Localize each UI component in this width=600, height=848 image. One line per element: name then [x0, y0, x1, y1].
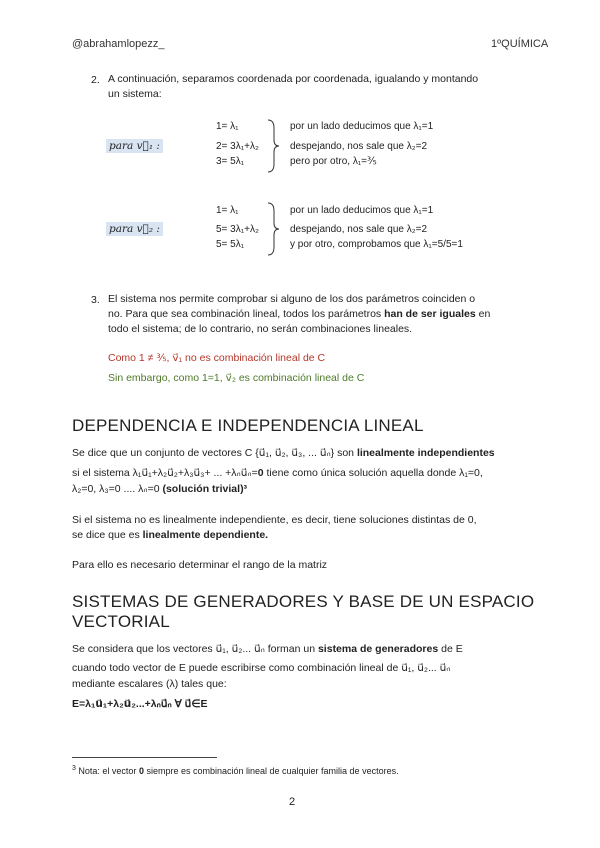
system2-eq3: 5= 5λ₁ [216, 239, 245, 250]
header-author: @abrahamlopezz_ [72, 38, 165, 50]
section1-p3: Para ello es necesario determinar el rango de la matriz [72, 559, 328, 571]
item2-line2: un sistema: [108, 88, 162, 100]
section2-p1-line1: Se considera que los vectores u⃗₁, u⃗₂... u⃗ₙ forman un sistema de generadores de E [72, 643, 463, 655]
list-number-3: 3. [91, 294, 100, 306]
system2-note2: despejando, nos sale que λ₂=2 [290, 224, 428, 235]
system1-note2: despejando, nos sale que λ₂=2 [290, 141, 428, 152]
system2-note1: por un lado deducimos que λ₁=1 [290, 205, 434, 216]
section2-p1-line3: mediante escalares (λ) tales que: [72, 678, 227, 690]
system2-brace [266, 201, 280, 257]
system1-label: para v⃗₁ : [106, 139, 163, 153]
section-heading-dependencia: DEPENDENCIA E INDEPENDENCIA LINEAL [72, 416, 424, 435]
system1-eq1: 1= λ₁ [216, 121, 239, 132]
system1-eq2: 2= 3λ₁+λ₂ [216, 141, 259, 152]
system1-brace [266, 118, 280, 174]
header-course: 1ºQUÍMICA [491, 38, 549, 50]
item3-line1: El sistema nos permite comprobar si alguno de los dos parámetros coinciden o [108, 293, 476, 305]
item2-line1: A continuación, separamos coordenada por coordenada, igualando y montando [108, 73, 479, 85]
system2-label: para v⃗₂ : [106, 222, 163, 236]
system1-eq3: 3= 5λ₁ [216, 156, 245, 167]
footnote: $^3$ Nota: el vector 0 siempre es combinación lineal de cualquier familia de vectores. [72, 765, 399, 776]
section-heading-generadores-l1: SISTEMAS DE GENERADORES Y BASE DE UN ESPACIO [72, 592, 535, 611]
conclusion-red: Como 1 ≠ ⅗, v⃗₁ no es combinación lineal de C [108, 352, 326, 364]
section2-p1-line2: cuando todo vector de E puede escribirse como combinación lineal de u⃗₁, u⃗₂... u⃗ₙ [72, 662, 451, 674]
conclusion-green: Sin embargo, como 1=1, v⃗₂ es combinación lineal de C [108, 372, 365, 384]
footnote-divider [72, 757, 217, 758]
section1-p1-line3: λ₂=0, λ₃=0 .... λₙ=0 (solución trivial)³ [72, 483, 248, 495]
system1-note3: pero por otro, λ₁=⅗ [290, 156, 377, 167]
section-heading-generadores-l2: VECTORIAL [72, 612, 170, 631]
system1-note1: por un lado deducimos que λ₁=1 [290, 121, 434, 132]
system2-note3: y por otro, comprobamos que λ₁=5/5=1 [290, 239, 463, 250]
item3-line3: todo el sistema; de lo contrario, no serán combinaciones lineales. [108, 323, 413, 335]
list-number-2: 2. [91, 74, 100, 86]
system2-eq1: 1= λ₁ [216, 205, 239, 216]
page-number: 2 [289, 796, 296, 808]
system2-eq2: 5= 3λ₁+λ₂ [216, 224, 259, 235]
section1-p2-line1: Si el sistema no es linealmente independiente, es decir, tiene soluciones distintas de 0, [72, 514, 477, 526]
item3-line2: no. Para que sea combinación lineal, todos los parámetros han de ser iguales en [108, 308, 491, 320]
section1-p1-line1: Se dice que un conjunto de vectores C {u⃗₁, u⃗₂, u⃗₃, ... u⃗ₙ} son linealmente independientes [72, 447, 495, 459]
section2-formula: E=λ₁u⃗₁+λ₂u⃗₂...+λₙu⃗ₙ ∀ u⃗∈E [72, 698, 208, 710]
section1-p1-line2: si el sistema λ₁u⃗₁+λ₂u⃗₂+λ₃u⃗₃+ ... +λₙu⃗ₙ=0 tiene como única solución aquella donde λ₁=0, [72, 467, 483, 479]
section1-p2-line2: se dice que es linealmente dependiente. [72, 529, 269, 541]
